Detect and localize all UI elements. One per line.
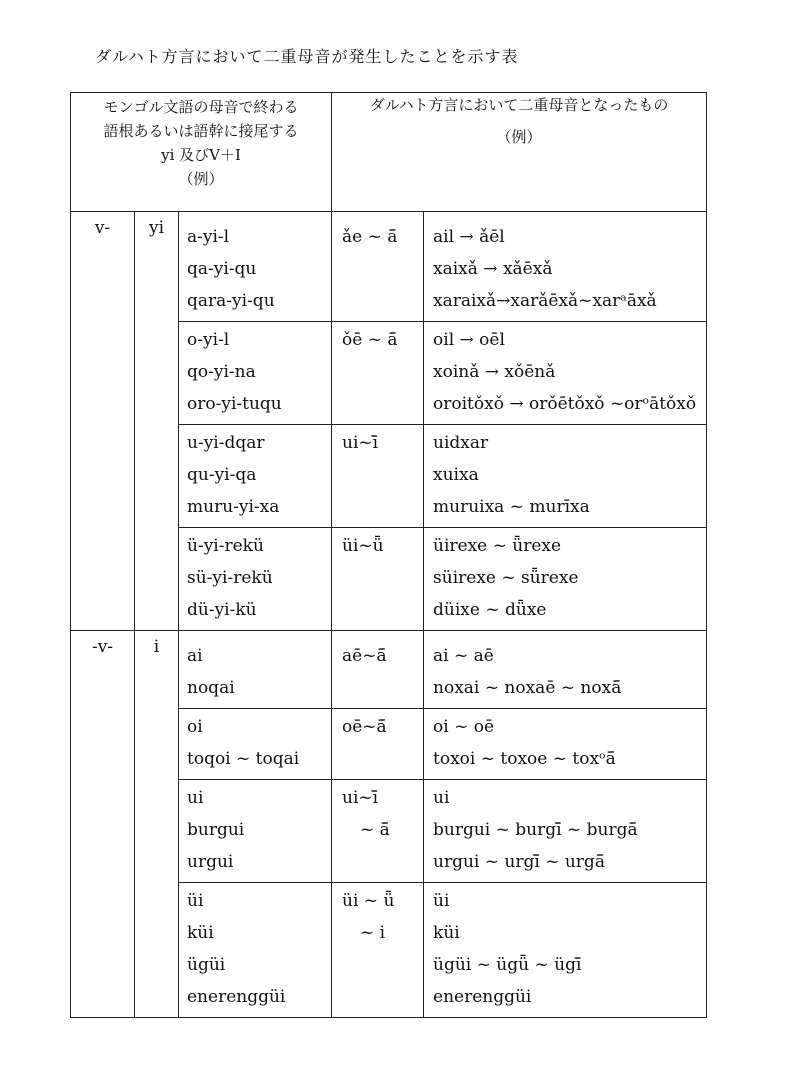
- mongolian-word: burgui: [187, 820, 245, 840]
- mongolian-words-cell: [179, 631, 332, 709]
- mongolian-word: ügüi: [187, 955, 226, 975]
- dialect-example: urgui ~ urgī̄ ~ urgā̄: [433, 852, 605, 872]
- mongolian-word: urgui: [187, 852, 234, 872]
- mongolian-word: ai: [187, 646, 203, 666]
- dialect-example: süirexe ~ sǖrexe: [433, 568, 579, 588]
- diphthong-result-cell: [332, 322, 424, 425]
- diphthong-result-cell: [332, 709, 424, 780]
- mongolian-word: ui: [187, 788, 204, 808]
- mongolian-word: oro-yi-tuqu: [187, 394, 282, 414]
- dialect-example: xaixǎ → xǎēxǎ: [433, 259, 553, 279]
- diphthong-result: ~ ā̄: [360, 820, 390, 840]
- mongolian-word: noqai: [187, 678, 235, 698]
- dialect-example: uidxar: [433, 433, 489, 453]
- dialect-example: ügüi ~ ügǖ ~ ügī̄: [433, 955, 582, 975]
- mongolian-word: qo-yi-na: [187, 362, 256, 382]
- diphthong-result-cell: [332, 425, 424, 528]
- header-left-line: 語根あるいは語幹に接尾する: [103, 122, 299, 140]
- dialect-example: ai ~ aē: [433, 646, 494, 666]
- dialect-examples-cell: [424, 883, 707, 1018]
- mongolian-word: o-yi-l: [187, 330, 230, 350]
- header-right-title: ダルハト方言において二重母音となったもの: [369, 96, 669, 114]
- dialect-example: oil → oēl: [433, 330, 505, 350]
- mongolian-word: üi: [187, 891, 204, 911]
- dialect-example: oi ~ oē: [433, 717, 495, 737]
- dialect-example: üi: [433, 891, 450, 911]
- dialect-examples-cell: [424, 631, 707, 709]
- dialect-table: [70, 92, 707, 1018]
- dialect-example: xoinǎ → xǒēnǎ: [433, 362, 556, 382]
- mongolian-word: qu-yi-qa: [187, 465, 257, 485]
- mongolian-words-cell: [179, 709, 332, 780]
- header-left-example: （例）: [178, 170, 224, 188]
- mongolian-word: qa-yi-qu: [187, 259, 257, 279]
- dialect-example: enerenggüi: [433, 987, 532, 1007]
- dialect-example: ail → ǎēl: [433, 227, 505, 247]
- mongolian-word: sü-yi-rekü: [187, 568, 273, 588]
- mongolian-word: küi: [187, 923, 214, 943]
- category-label: v-: [94, 218, 111, 238]
- mongolian-word: u-yi-dqar: [187, 433, 265, 453]
- dialect-example: muruixa ~ murīxa: [433, 497, 590, 517]
- suffix-cell: [135, 212, 179, 631]
- header-left: [71, 93, 332, 212]
- mongolian-words-cell: [179, 780, 332, 883]
- dialect-examples-cell: [424, 212, 707, 322]
- diphthong-result-cell: [332, 780, 424, 883]
- category-label: -v-: [91, 637, 114, 657]
- table-row: [71, 631, 707, 709]
- mongolian-words-cell: [179, 212, 332, 322]
- dialect-examples-cell: [424, 322, 707, 425]
- mongolian-words-cell: [179, 322, 332, 425]
- dialect-examples-cell: [424, 709, 707, 780]
- diphthong-result-cell: [332, 528, 424, 631]
- dialect-example: xaraixǎ→xarǎēxǎ~xarᵃāxǎ: [433, 291, 657, 311]
- diphthong-result-cell: [332, 212, 424, 322]
- diphthong-result: oē~ā̄: [342, 717, 387, 737]
- dialect-example: ui: [433, 788, 450, 808]
- mongolian-word: muru-yi-xa: [187, 497, 280, 517]
- mongolian-word: enerenggüi: [187, 987, 286, 1007]
- dialect-example: küi: [433, 923, 460, 943]
- diphthong-result: ǎe ~ ā̄: [342, 227, 398, 247]
- table-row: [71, 212, 707, 322]
- diphthong-result: ui~ī̄: [342, 788, 379, 808]
- dialect-examples-cell: [424, 425, 707, 528]
- header-right: [332, 93, 707, 212]
- dialect-examples-cell: [424, 780, 707, 883]
- mongolian-words-cell: [179, 528, 332, 631]
- diphthong-result-cell: [332, 631, 424, 709]
- diphthong-result: üi~ǖ: [342, 536, 384, 556]
- mongolian-words-cell: [179, 425, 332, 528]
- suffix-label: i: [153, 637, 160, 657]
- dialect-example: oroitǒxǒ → orǒētǒxǒ ~orᵒātǒxǒ: [433, 394, 697, 414]
- mongolian-word: qara-yi-qu: [187, 291, 275, 311]
- table-caption: ダルハト方言において二重母音が発生したことを示す表: [95, 47, 519, 66]
- category-cell: [71, 212, 135, 631]
- suffix-cell: [135, 631, 179, 1018]
- dialect-examples-cell: [424, 528, 707, 631]
- header-left-line: モンゴル文語の母音で終わる: [103, 98, 299, 116]
- dialect-example: xuixa: [433, 465, 479, 485]
- category-cell: [71, 631, 135, 1018]
- dialect-example: burgui ~ burgī̄ ~ burgā̄: [433, 820, 638, 840]
- mongolian-word: ü-yi-rekü: [187, 536, 264, 556]
- diphthong-result: ǒē ~ ā̄: [342, 330, 398, 350]
- dialect-example: toxoi ~ toxoe ~ toxᵒā̄: [433, 749, 616, 769]
- dialect-example: üirexe ~ ǖrexe: [433, 536, 562, 556]
- dialect-example: noxai ~ noxaē ~ noxā̄: [433, 678, 622, 698]
- diphthong-result: ui~ī̄: [342, 433, 379, 453]
- mongolian-word: oi: [187, 717, 203, 737]
- mongolian-words-cell: [179, 883, 332, 1018]
- mongolian-word: dü-yi-kü: [187, 600, 257, 620]
- diphthong-result-cell: [332, 883, 424, 1018]
- mongolian-word: toqoi ~ toqai: [187, 749, 300, 769]
- table-header-row: [71, 93, 707, 212]
- diphthong-result: ~ i: [360, 923, 386, 943]
- mongolian-word: a-yi-l: [187, 227, 230, 247]
- suffix-label: yi: [148, 218, 165, 238]
- header-left-line: yi 及びV＋I: [161, 146, 241, 164]
- dialect-example: düixe ~ dǖxe: [433, 600, 547, 620]
- diphthong-result: aē~ā̄: [342, 646, 387, 666]
- diphthong-result: üi ~ ǖ: [342, 891, 395, 911]
- header-right-example: （例）: [496, 128, 542, 146]
